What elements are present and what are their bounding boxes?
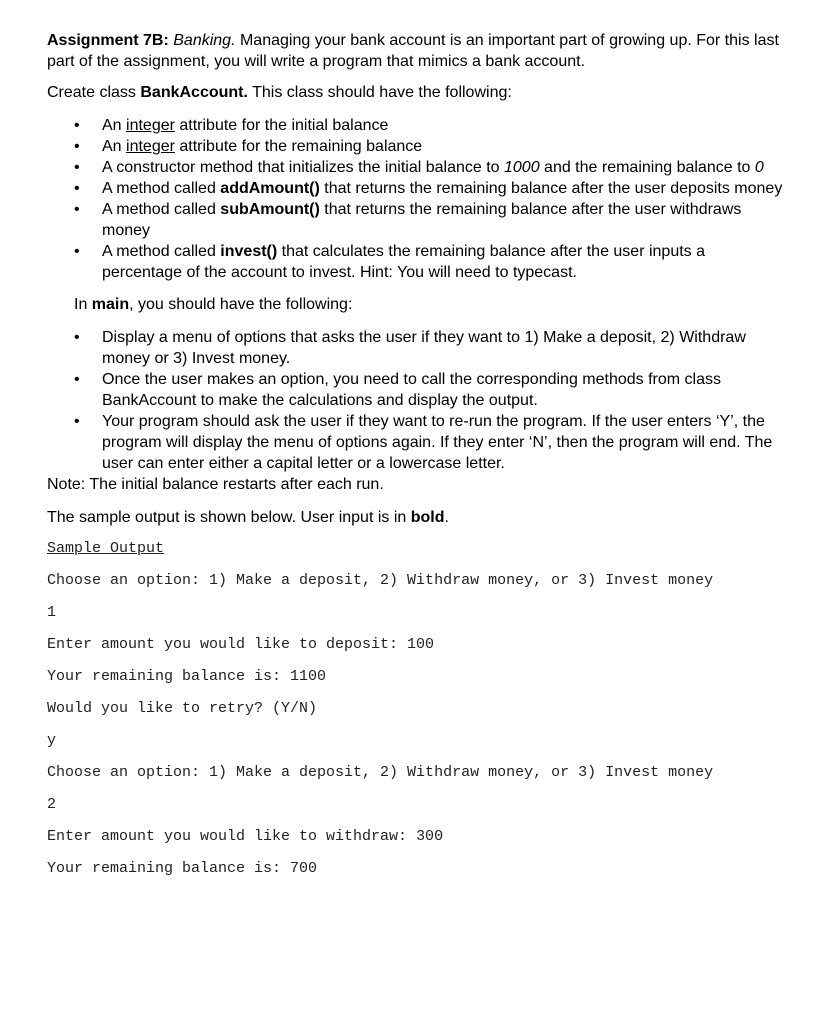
output-line: Choose an option: 1) Make a deposit, 2) Withdraw money, or 3) Invest money [47, 572, 714, 589]
bullet-icon: • [74, 138, 80, 155]
sample-output-title: Sample Output [47, 540, 165, 557]
main-requirements-list [47, 327, 787, 474]
bullet-icon: • [74, 371, 80, 388]
intro-text: Managing your bank account is an important part of growing up. For this last part of the assignment, you will write a program that mimics a bank account. [47, 32, 779, 70]
bullet-icon: • [74, 413, 80, 430]
output-line: Choose an option: 1) Make a deposit, 2) Withdraw money, or 3) Invest money [47, 764, 714, 781]
create-suffix: This class should have the following: [247, 84, 512, 101]
list-item: • An integer attribute for the remaining balance [74, 138, 423, 155]
intro-paragraph [47, 30, 787, 72]
list-item: • A method called subAmount() that returns the remaining balance after the user withdraws money [74, 201, 742, 239]
bullet-icon: • [74, 243, 80, 260]
output-line: Enter amount you would like to withdraw: 300 [47, 828, 444, 845]
note-text: Note: The initial balance restarts after each run. [47, 476, 384, 493]
list-item: • Your program should ask the user if they want to re-run the program. If the user enters ‘Y’, the program will display the menu of options again. If they enter ‘N’, then the program will end. The user can enter either a capital letter or a lowercase letter. [74, 413, 773, 472]
sample-note: The sample output is shown below. User input is in bold. [47, 509, 449, 526]
output-line: Your remaining balance is: 700 [47, 860, 318, 877]
list-item: • Display a menu of options that asks the user if they want to 1) Make a deposit, 2) Withdraw money or 3) Invest money. [74, 329, 746, 367]
bullet-icon: • [74, 117, 80, 134]
list-item: • An integer attribute for the initial balance [74, 117, 389, 134]
class-name: BankAccount. [140, 84, 248, 101]
assignment-title: Assignment 7B: [47, 32, 169, 49]
list-item: • A method called invest() that calculates the remaining balance after the user inputs a percentage of the account to invest. Hint: You will need to typecast. [74, 243, 706, 281]
bullet-icon: • [74, 180, 80, 197]
assignment-topic: Banking. [173, 32, 236, 49]
output-line: Your remaining balance is: 1100 [47, 668, 327, 685]
user-input-line: y [47, 732, 57, 749]
create-prefix: Create class [47, 84, 141, 101]
user-input-line: 1 [47, 604, 57, 621]
assignment-document [47, 30, 787, 890]
bullet-icon: • [74, 201, 80, 218]
list-item: • A method called addAmount() that returns the remaining balance after the user deposits money [74, 180, 783, 197]
list-item: • A constructor method that initializes the initial balance to 1000 and the remaining balance to 0 [74, 159, 764, 176]
sample-output [47, 538, 787, 879]
class-requirements-list [47, 115, 787, 283]
list-item: • Once the user makes an option, you need to call the corresponding methods from class BankAccount to make the calculations and display the output. [74, 371, 722, 409]
bullet-icon: • [74, 329, 80, 346]
main-section-heading: In main, you should have the following: [74, 296, 353, 313]
user-input-line: 2 [47, 796, 57, 813]
output-line: Enter amount you would like to deposit: 100 [47, 636, 435, 653]
output-line: Would you like to retry? (Y/N) [47, 700, 318, 717]
bullet-icon: • [74, 159, 80, 176]
create-class-paragraph [47, 82, 787, 103]
